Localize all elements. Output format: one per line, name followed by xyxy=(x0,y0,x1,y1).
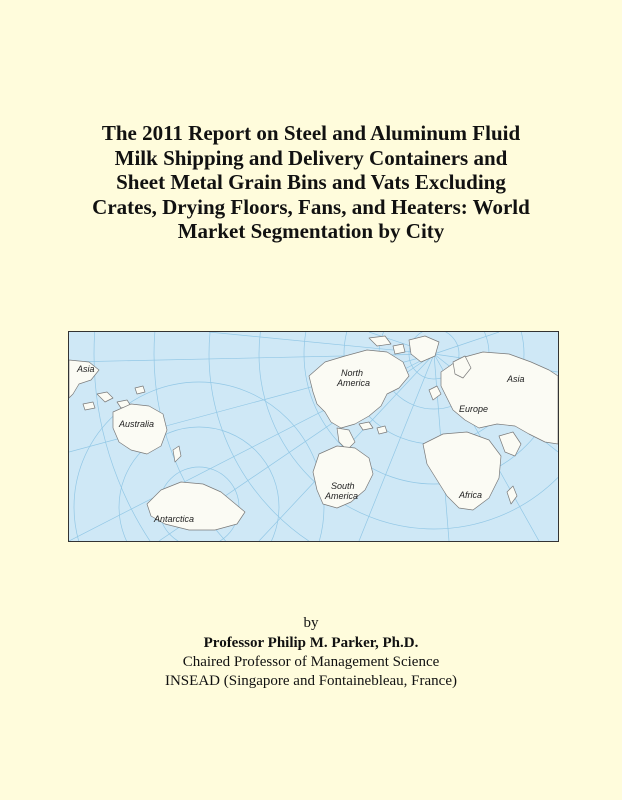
label-antarctica: Antarctica xyxy=(154,514,195,524)
title-line: Milk Shipping and Delivery Containers and xyxy=(114,145,508,170)
label-europe: Europe xyxy=(459,404,489,414)
title-line: Crates, Drying Floors, Fans, and Heaters: World xyxy=(92,194,530,219)
label-north-america-line2: America xyxy=(337,378,371,388)
author-affiliation: INSEAD (Singapore and Fontainebleau, France) xyxy=(164,673,457,689)
by-text: by xyxy=(303,615,319,631)
title-line: Sheet Metal Grain Bins and Vats Excluding xyxy=(116,170,506,194)
author-position: Chaired Professor of Management Science xyxy=(182,654,440,670)
label-south-america-line2: America xyxy=(325,491,359,501)
label-australia: Australia xyxy=(119,419,155,429)
label-asia-left: Asia xyxy=(77,364,95,374)
world-map xyxy=(68,331,559,542)
label-africa: Africa xyxy=(459,490,483,500)
label-north-america-line1: North xyxy=(341,368,364,378)
book-title xyxy=(20,121,602,244)
label-south-america-line1: South xyxy=(331,481,355,491)
label-asia-right: Asia xyxy=(507,374,525,384)
world-map-graphic xyxy=(69,332,558,541)
title-line: Market Segmentation by City xyxy=(177,219,445,243)
title-line: The 2011 Report on Steel and Aluminum Fluid xyxy=(101,121,521,145)
author-name: Professor Philip M. Parker, Ph.D. xyxy=(203,635,419,651)
